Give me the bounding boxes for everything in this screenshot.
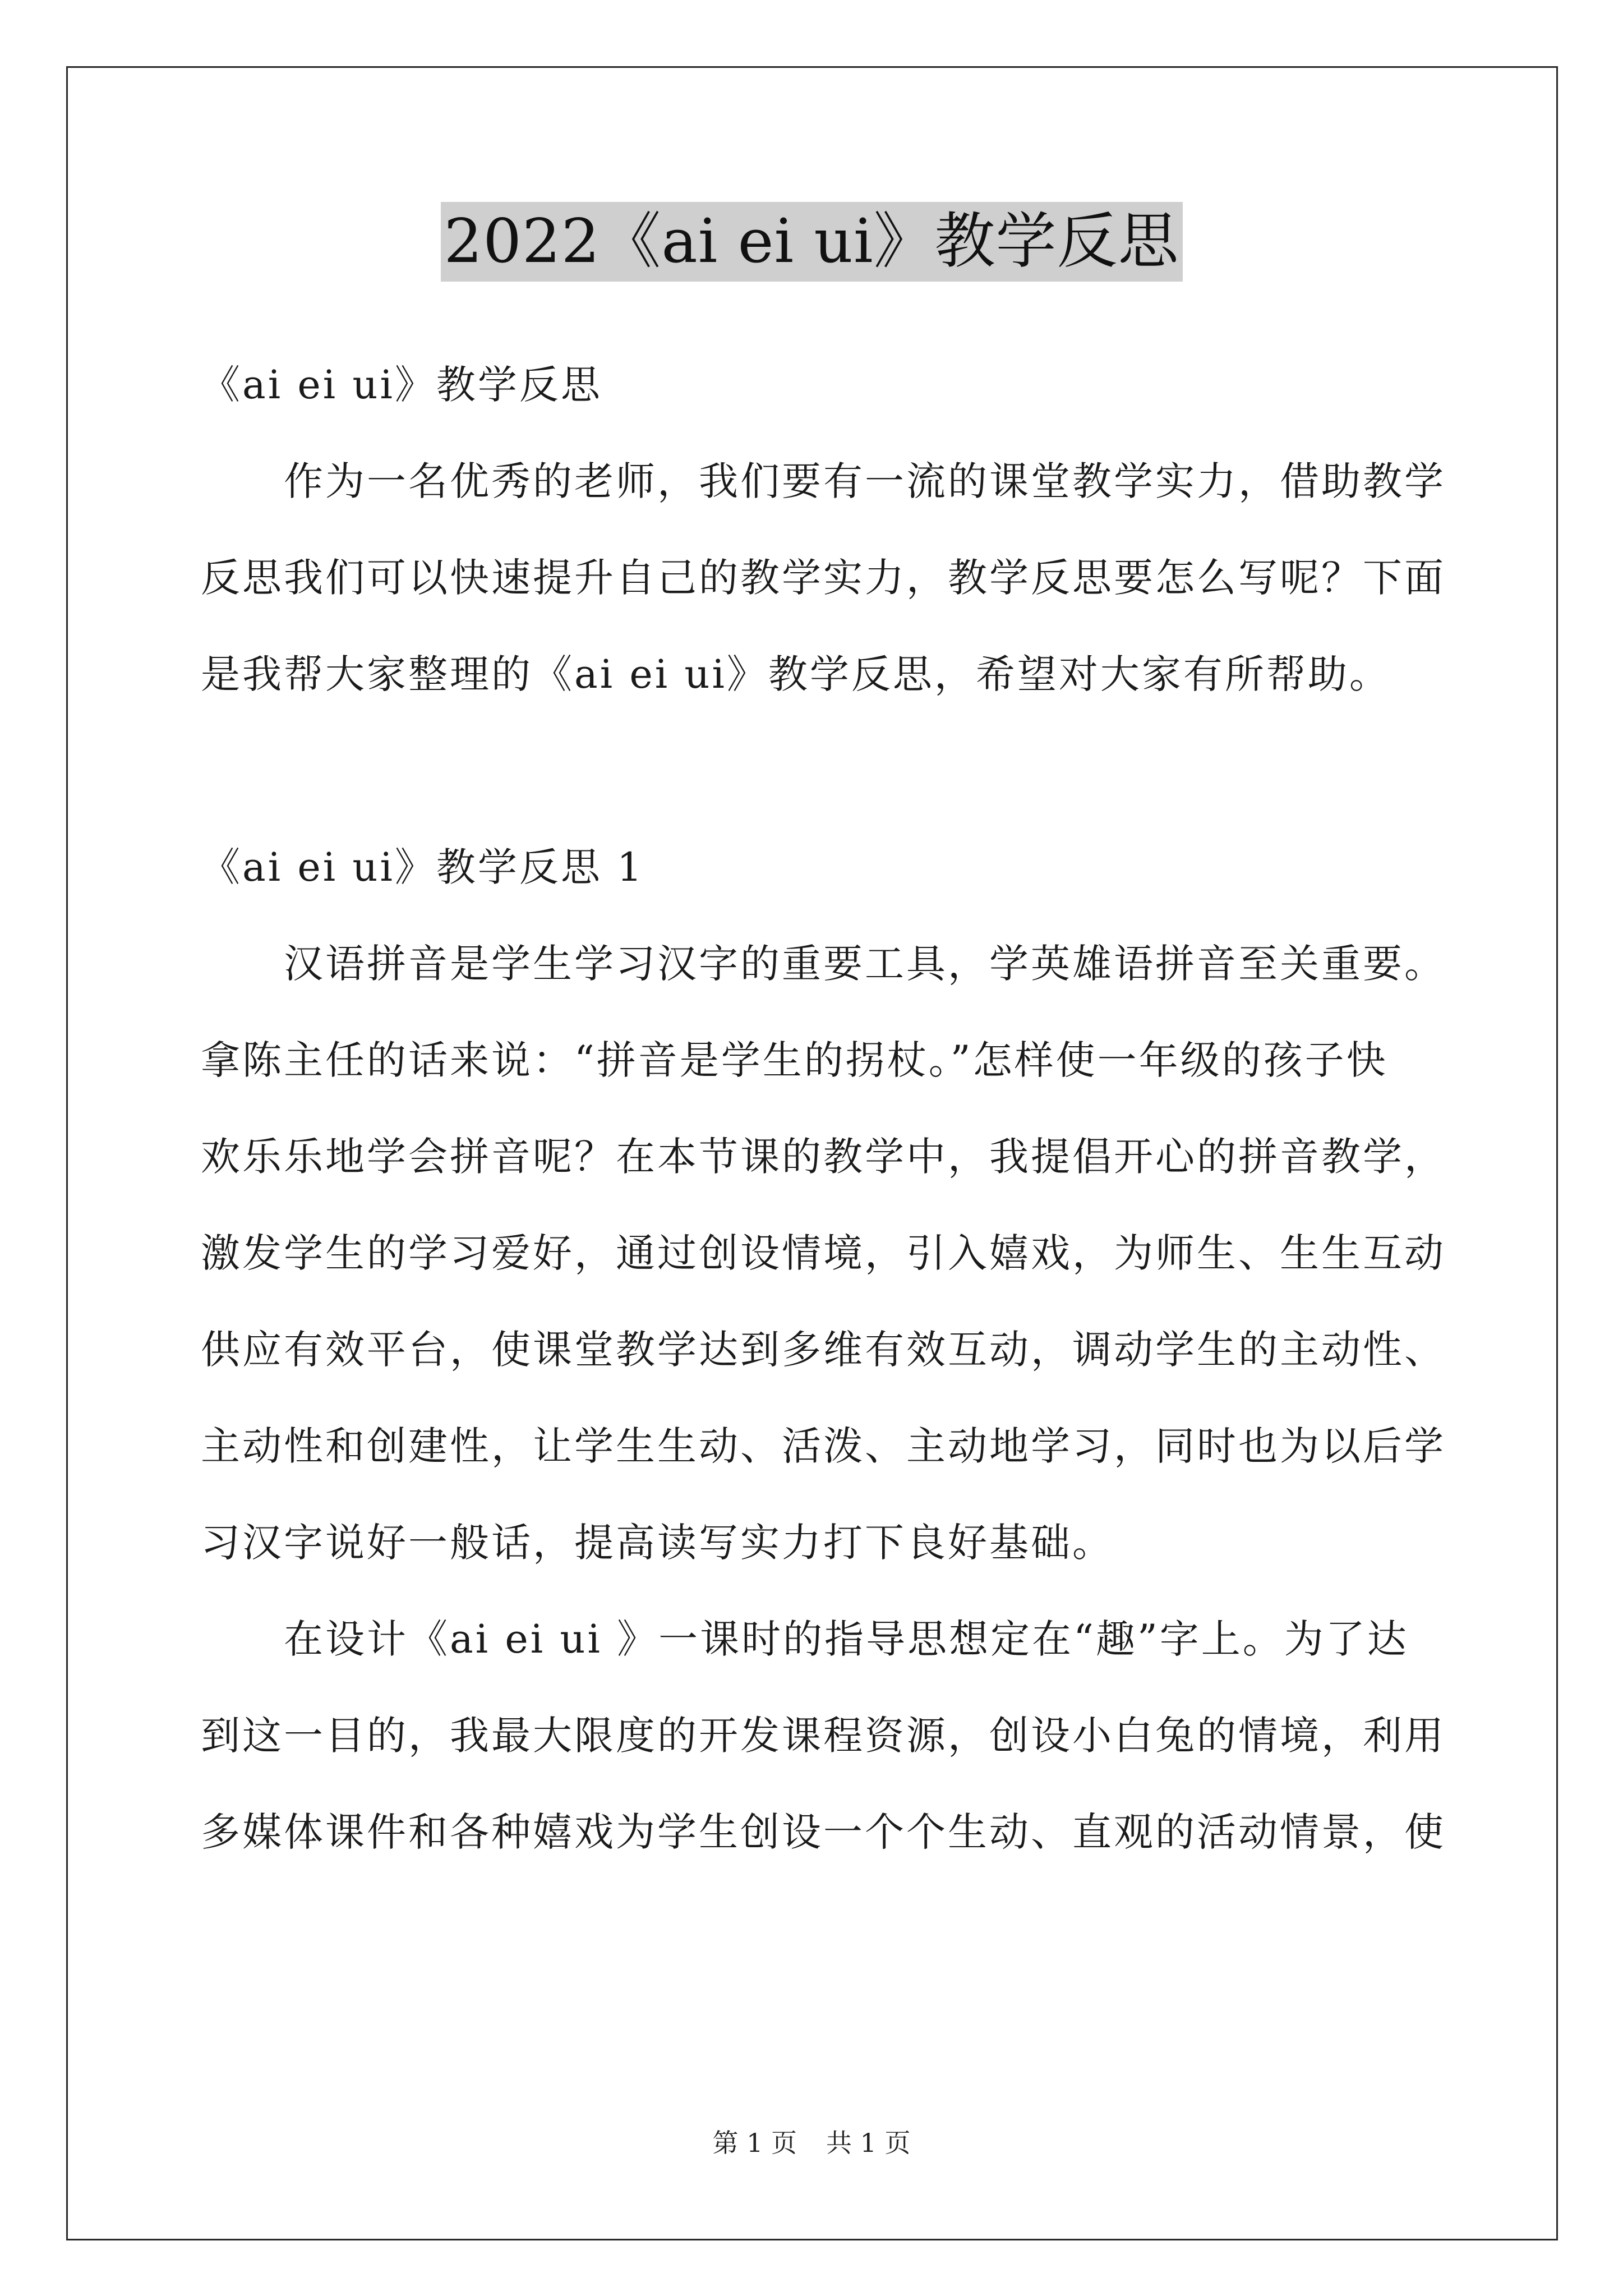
paragraph-gap [201,723,1435,819]
paragraph-line: 到这一目的，我最大限度的开发课程资源，创设小白兔的情境，利用 [201,1713,1446,1759]
intro-paragraph-line: 作为一名优秀的老师，我们要有一流的课堂教学实力，借助教学 [284,458,1446,504]
page-number-total: 共 1 页 [826,2128,911,2158]
title-container [0,202,1623,282]
intro-paragraph-line: 反思我们可以快速提升自己的教学实力，教学反思要怎么写呢？下面 [201,555,1446,601]
intro-paragraph-line: 是我帮大家整理的《ai ei ui》教学反思，希望对大家有所帮助。 [201,651,1391,697]
page-footer [0,2126,1623,2160]
paragraph-line: 激发学生的学习爱好，通过创设情境，引入嬉戏，为师生、生生互动 [201,1230,1446,1276]
section-heading: 《ai ei ui》教学反思 1 [201,844,644,890]
paragraph-line: 欢乐乐地学会拼音呢？在本节课的教学中，我提倡开心的拼音教学， [201,1134,1446,1180]
paragraph-line: 拿陈主任的话来说：“拼音是学生的拐杖。”怎样使一年级的孩子快 [201,1037,1388,1083]
paragraph-line: 多媒体课件和各种嬉戏为学生创设一个个生动、直观的活动情景，使 [201,1809,1446,1855]
paragraph-line: 主动性和创建性，让学生生动、活泼、主动地学习，同时也为以后学 [201,1423,1446,1469]
document-body [201,337,1446,1880]
intro-heading: 《ai ei ui》教学反思 [201,362,602,408]
paragraph-line: 供应有效平台，使课堂教学达到多维有效互动，调动学生的主动性、 [201,1327,1446,1373]
paragraph-line: 在设计《ai ei ui 》一课时的指导思想定在“趣”字上。为了达 [284,1616,1409,1662]
document-title: 2022《ai ei ui》教学反思 [441,202,1183,282]
paragraph-line: 汉语拼音是学生学习汉字的重要工具，学英雄语拼音至关重要。 [284,941,1446,987]
page-number-current: 第 1 页 [712,2128,797,2158]
paragraph-line: 习汉字说好一般话，提高读写实力打下良好基础。 [201,1520,1114,1566]
